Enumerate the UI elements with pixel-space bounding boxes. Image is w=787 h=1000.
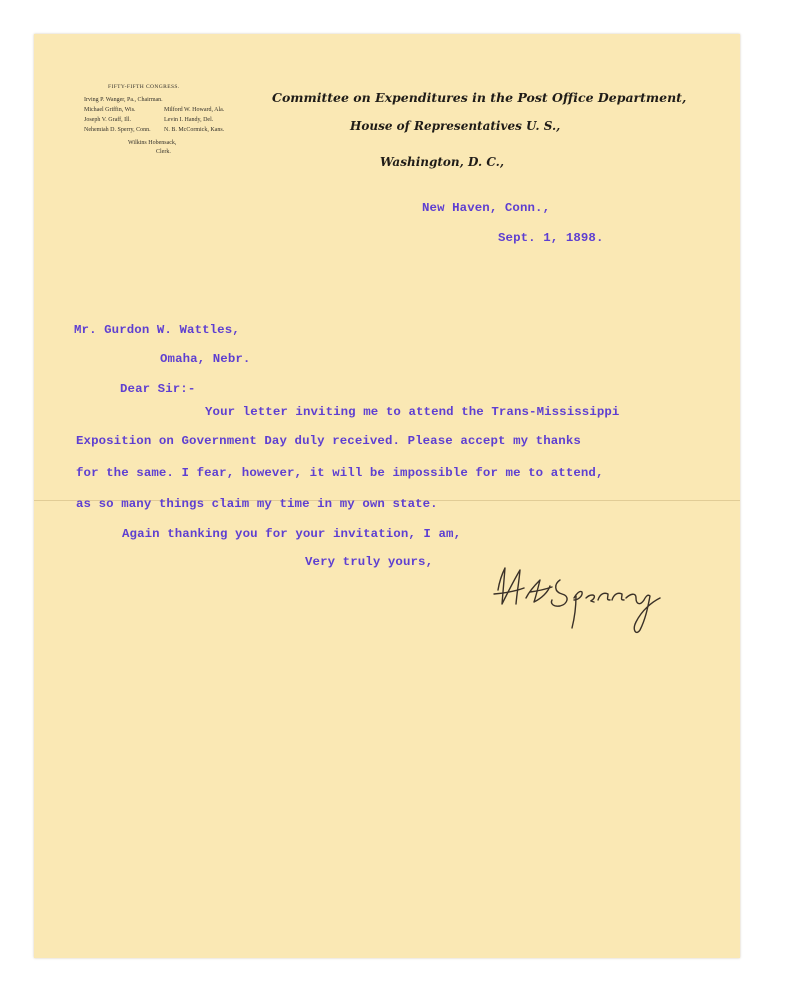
roster-member: Milford W. Howard, Ala. [164,107,225,113]
salutation: Dear Sir:- [120,382,196,396]
roster-member: Michael Griffin, Wis. [84,107,136,113]
clerk-title: Clerk. [156,149,171,155]
body-line: Your letter inviting me to attend the Trans-Mississippi [205,405,620,419]
house-heading: House of Representatives U. S., [350,119,561,133]
body-line: Exposition on Government Day duly received. Please accept my thanks [76,434,581,448]
roster-member: Joseph V. Graff, Ill. [84,117,131,123]
roster-member: Levin I. Handy, Del. [164,117,214,123]
signature [490,550,715,636]
roster-chairman: Irving P. Wanger, Pa., Chairman. [84,97,163,103]
body-line: for the same. I fear, however, it will be impossible for me to attend, [76,466,604,480]
congress-label: FIFTY-FIFTH CONGRESS. [108,84,180,90]
city-heading: Washington, D. C., [380,155,505,169]
closing: Very truly yours, [305,555,434,569]
committee-heading: Committee on Expenditures in the Post Office Department, [272,90,687,105]
recipient-city: Omaha, Nebr. [160,352,251,366]
roster-member: N. B. McCormick, Kans. [164,127,225,133]
clerk-name: Wilkins Hobensack, [128,140,177,146]
body-line: as so many things claim my time in my own state. [76,497,438,511]
roster-member: Nehemiah D. Sperry, Conn. [84,127,151,133]
letter-sheet [34,34,740,958]
letter-date: Sept. 1, 1898. [498,231,604,245]
recipient-name: Mr. Gurdon W. Wattles, [74,323,240,337]
body-line: Again thanking you for your invitation, I am, [122,527,462,541]
letter-place: New Haven, Conn., [422,201,551,215]
